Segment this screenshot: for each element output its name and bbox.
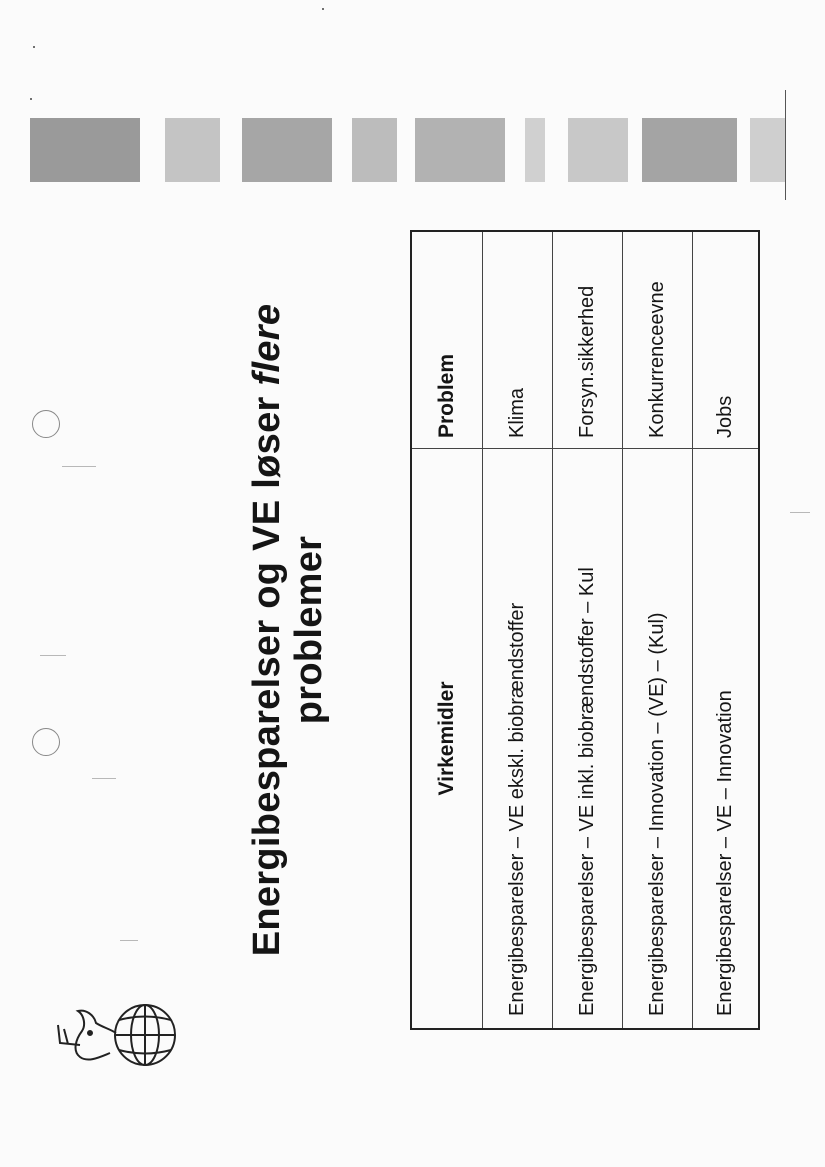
title-line-2: problemer	[288, 535, 330, 725]
problem-cell: Klima	[506, 387, 528, 438]
header-virkemidler: Virkemidler	[412, 448, 482, 1028]
scan-speck	[30, 98, 32, 100]
table-row	[552, 232, 622, 1028]
scan-speck	[33, 46, 35, 48]
virkemidler-cell: Energibesparelser – VE – Innovation	[693, 448, 758, 1028]
problem-cell: Konkurrenceevne	[646, 281, 668, 438]
problem-table	[410, 230, 760, 1030]
problem-cell: Jobs	[714, 395, 736, 438]
table-row	[482, 232, 552, 1028]
table-header-row	[412, 232, 482, 1028]
virkemidler-cell: Energibesparelser – Innovation – (VE) – (Kul)	[623, 448, 692, 1028]
scan-mark	[40, 655, 66, 656]
virkemidler-cell: Energibesparelser – VE ekskl. biobrændstoffer	[483, 448, 552, 1028]
slide-content-rotated	[230, 230, 736, 1030]
scan-mark	[92, 778, 116, 779]
problem-cell: Forsyn.sikkerhed	[576, 285, 598, 438]
slide-title	[230, 230, 380, 1030]
header-banner-strip	[30, 110, 785, 182]
bird-globe-icon	[50, 985, 180, 1085]
table-row	[692, 232, 758, 1028]
scan-mark	[790, 512, 810, 513]
virkemidler-cell: Energibesparelser – VE inkl. biobrændstoffer – Kul	[553, 448, 622, 1028]
punch-hole	[32, 410, 60, 438]
title-line-1: Energibesparelser og VE løser	[246, 396, 288, 957]
scan-mark	[120, 940, 138, 941]
scan-edge-line	[785, 90, 786, 200]
punch-hole	[32, 728, 60, 756]
scan-mark	[62, 466, 96, 467]
table-row	[622, 232, 692, 1028]
header-problem: Problem	[435, 353, 458, 438]
title-emphasis: flere	[246, 303, 288, 386]
scan-speck	[322, 8, 324, 10]
